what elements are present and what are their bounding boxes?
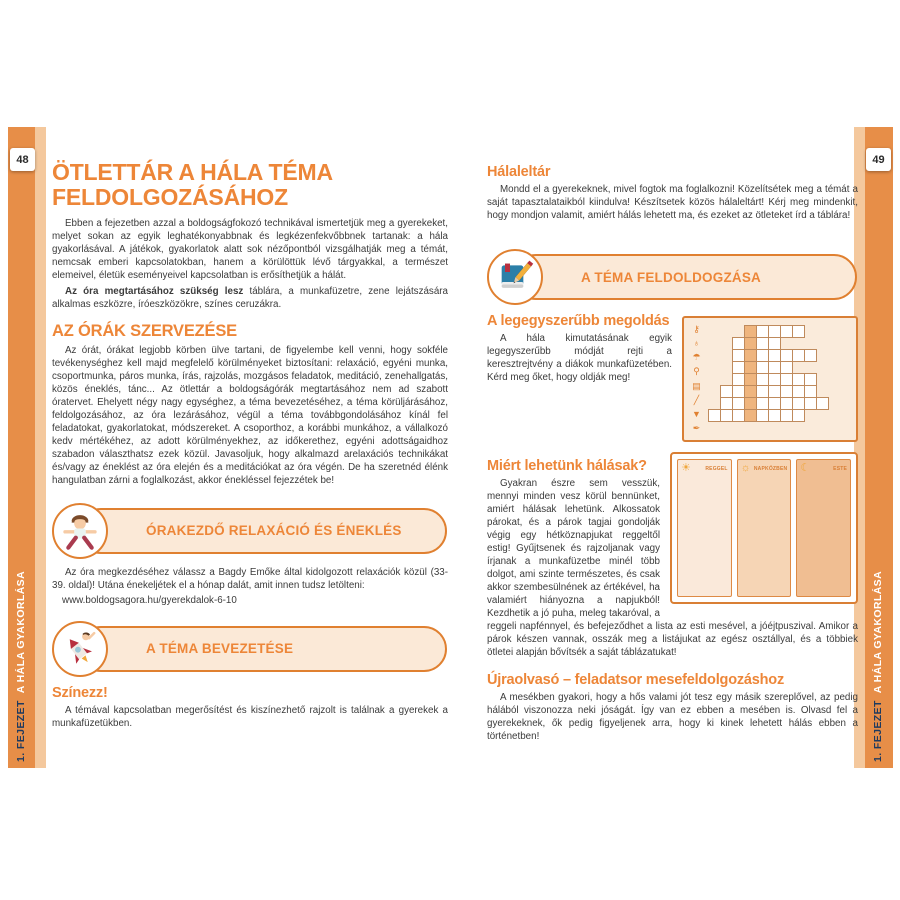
- key-icon: ⚷: [693, 324, 700, 335]
- materials-paragraph: [52, 285, 448, 311]
- relaxacio-paragraph: Az óra megkezdéséhez válassz a Bagdy Emőke által kidolgozott relaxációk közül (33-39. oldal)! Utána énekeljétek el a hónap dalát, amit innen tudsz letölteni:: [52, 566, 448, 591]
- banner-relaxacio-label: ÓRAKEZDŐ RELAXÁCIÓ ÉS ÉNEKLÉS: [146, 523, 402, 538]
- section-heading-orak-szervezese: AZ ÓRÁK SZERVEZÉSE: [52, 322, 237, 341]
- chapter-number: 1. FEJEZET: [872, 700, 884, 762]
- subheading-halaleltar: Hálaleltár: [487, 164, 551, 180]
- left-chapter-bar-inner: [35, 127, 46, 768]
- sleepy-face-icon: ☾: [800, 462, 811, 475]
- subheading-legegyszerubb: A legegyszerűbb megoldás: [487, 313, 670, 330]
- rocket-kid-icon: [60, 629, 100, 669]
- chapter-vertical-label-left: [15, 571, 27, 762]
- banner-tema-feldolgozasa: [487, 254, 858, 300]
- umbrella-icon: ☂: [692, 352, 701, 363]
- crossword-puzzle: [682, 316, 858, 442]
- legegyszerubb-paragraph: A hála kimutatásának egyik legegyszerűbb módját rejti a keresztrejtvény a diákok munkafüzetében. Kérd meg őket, hogy oldják meg!: [487, 333, 672, 384]
- banner-relaxacio: [52, 508, 448, 554]
- download-link: www.boldogsagora.hu/gyerekdalok-6-10: [62, 594, 237, 606]
- pencil-icon: ╱: [693, 394, 700, 405]
- section-body-orak-szervezese: Az órát, órákat legjobb körben ülve tartani, de figyelembe kell venni, hogy sokféle tevékenységhez kell majd megfelelő körülményeket biztosítani: relaxáció, egyéni munka, csoportmunka, páros munka, írás, rajzolás, mozgásos feladatok, meditáció, zenehallgatás, közös éneklés, tánc... Az ötlettár a boldogságórák megtartásához nem ad szabott óratervet. Ehelyett négy nagy egységhez, a téma bevezetéséhez, a téma körüljárásához, feldolgozásához, az óra lezárásához, végül a téma továbbgondolásához kínál fel feladatokat, gyakorlatokat, módszereket. A csoporthoz, a korábbi munkához, a vállalkozó kedv mértékéhez, az adott körülményekhez, az időkerethez, egyéni adottságaidhoz szabadon választhatsz ezek közül. Javasoljuk, hogy alkalmazd arelaxációs technikákat és/vagy az éneklést az óra elején és a meditációkat az óra végén. De ha szeretnéd élénk hangulatban zárni a foglalkozást, akkor énekléssel fejezzétek be!: [52, 345, 448, 487]
- winking-sun-icon: ☼: [740, 462, 751, 475]
- crossword-cell: [792, 325, 805, 338]
- banner-tema-bevezetese: [52, 626, 448, 672]
- funnel-icon: ▼: [692, 408, 701, 419]
- banner-tema-bevezetese-label: A TÉMA BEVEZETÉSE: [146, 641, 294, 657]
- worksheet-column-napközben: [737, 459, 792, 597]
- worksheet-column-reggel: [677, 459, 732, 597]
- chapter-title: A HÁLA GYAKORLÁSA: [15, 570, 27, 694]
- worksheet-column-label: REGGEL: [705, 466, 728, 473]
- banner-circle: [487, 249, 543, 305]
- worksheet-column-este: [796, 459, 851, 597]
- pen-icon: ✒: [692, 423, 701, 434]
- gratitude-worksheet: [670, 452, 858, 604]
- subheading-szinezz: Színezz!: [52, 684, 108, 701]
- chapter-title: A HÁLA GYAKORLÁSA: [872, 570, 884, 694]
- banner-circle: [52, 621, 108, 677]
- page-number-left: 48: [10, 148, 35, 171]
- page-number-right: 49: [866, 148, 891, 171]
- book-icon: ▤: [692, 380, 701, 391]
- crossword-cell: [816, 397, 829, 410]
- banner-circle: [52, 503, 108, 559]
- halaleltar-paragraph: Mondd el a gyerekeknek, mivel fogtok ma foglalkozni! Közelítsétek meg a témát a saját tapasztalataikból kiindulva! Készítsetek közös hálaleltárt! Kérj meg mindenkit, hogy mondjon valamit, amiért hálás lehetett ma, és ezeket az ötleteket írd a táblára!: [487, 184, 858, 222]
- page-title: ÖTLETTÁR A HÁLA TÉMA FELDOLGOZÁSÁHOZ: [52, 159, 333, 210]
- banner-pill: [78, 626, 447, 672]
- materials-lead: Az óra megtartásához szükség lesz: [65, 286, 244, 298]
- crossword-cell: [804, 349, 817, 362]
- szinezz-paragraph: A témával kapcsolatban megerősítést és kiszínezhető rajzolt is találnak a gyerekek a munkafüzetükben.: [52, 704, 448, 729]
- spoon-icon: ⚲: [693, 366, 700, 377]
- subheading-ujraolvaso: Újraolvasó – feladatsor mesefeldolgozáshoz: [487, 672, 784, 689]
- right-page: [487, 164, 858, 746]
- worksheet-column-label: NAPKÖZBEN: [753, 466, 788, 473]
- intro-paragraph: Ebben a fejezetben azzal a boldogságfokozó technikával ismertetjük meg a gyerekeket, melyet sokan az egyik leghatékonyabbnak és legkézenfekvőbbnek tartanak: a hála gyakorlásával. A játékok, gyakorlatok alatt sok nézőpontból vizsgálhatják meg a témát, nemcsak emberi kapcsolatokban, hanem a körülöttük lévő tárgyakkal, a természet elemeivel, életük eseményeivel kapcsolatban is erősíthetjük a hálát.: [52, 218, 448, 282]
- chapter-vertical-label-right: [872, 571, 884, 762]
- banner-tema-feldolgozasa-label: A TÉMA FELDOLDOGZÁSA: [581, 269, 761, 285]
- banner-pill: [78, 508, 447, 554]
- yoga-kid-icon: [60, 511, 100, 551]
- subheading-miert: Miért lehetünk hálásak?: [487, 458, 647, 475]
- left-page: [52, 160, 448, 733]
- crossword-clue-icons: [690, 325, 703, 433]
- banner-pill: [513, 254, 857, 300]
- worksheet-column-label: ESTE: [833, 466, 848, 473]
- laughing-sun-icon: ☀: [681, 462, 691, 475]
- materials-rest: táblára, a munkafüzetre, zene lejátszására alkalmas eszközre, íróeszközökre, színes ceruzákra.: [52, 286, 448, 311]
- book-pencil-icon: [495, 257, 535, 297]
- crossword-grid: [708, 325, 828, 433]
- miert-paragraph: Gyakran észre sem vesszük, mennyi minden vesz körül bennünket, amiért hálásak lehetünk. Alkossatok párokat, és a párok tagjai gondolják végig egy hétköznapjukat reggeltől estig! Gyűjtsenek és rajzoljanak vagy írjanak a munkafüzetbe minél több dolgot, ami szinte természetes, és csak akkor szembesülnének az értékével, ha valamiért hiányozna a napjukból! Kezdhetik a jó puha, meleg takaróval, a reggeli napfénnyel, és befejeződhet a lista az esti mesével, a jóéjtpuszival. Amikor a párok készen vannak, osszák meg a listájukat az egész osztállyal, és a többiek ötletei alapján bővítsék a saját táblázatukat!: [487, 478, 858, 659]
- globe-icon: ♁: [693, 338, 700, 349]
- ujraolvaso-paragraph: A mesékben gyakori, hogy a hős valami jót tesz egy másik szereplővel, az pedig hálából viszonozza neki jóságát. Így van ez ebben a mesében is. Olvasd fel a gyerekeknek, ők pedig figyeljenek arra, hogy ki kinek lehetett hálás ebben a történetben!: [487, 692, 858, 743]
- crossword-cell: [792, 409, 805, 422]
- chapter-number: 1. FEJEZET: [15, 700, 27, 762]
